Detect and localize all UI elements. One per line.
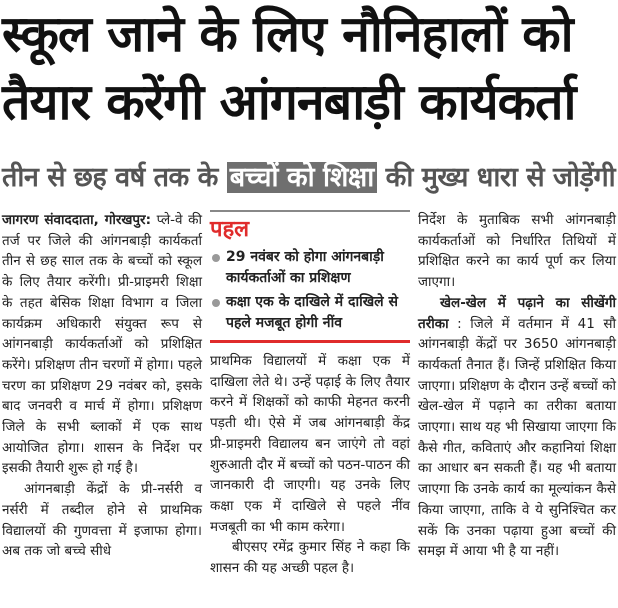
highlights-box (210, 210, 410, 343)
article-column-2 (210, 210, 410, 579)
subhead-after: की मुख्य धारा से जोड़ेंगी (385, 162, 616, 193)
paragraph-text: : जिले में वर्तमान में 41 सौ आंगनबाड़ी केंद्रों पर 3650 आंगनबाड़ी कार्यकर्ता तैनात हैं। जिन्हें प्रशिक्षित किया जाएगा। प्रशिक्षण के दौरान उन्हें बच्चों को खेल-खेल में पढ़ाने का तरीका बताया जाएगा। साथ यह भी सिखाया जाएगा कि कैसे गीत, कविताएं और कहानियां शिक्षा का आधार बन सकती हैं। यह भी बताया जाएगा कि उनके कार्य का मूल्यांकन कैसे किया जाएगा, ताकि वे ये सुनिश्चित कर सकें कि उनका पढ़ाया हुआ बच्चों की समझ में आया भी है या नहीं। (418, 315, 616, 560)
headline-line-2: तैयार करेंगी आंगनबाड़ी कार्यकर्ता (2, 73, 576, 131)
highlights-title: पहल (210, 217, 250, 242)
subhead-before: तीन से छह वर्ष तक के (2, 162, 218, 193)
paragraph-text: प्ले-वे की तर्ज पर जिले की आंगनबाड़ी कार्यकर्ता तीन से छह साल तक के बच्चों को स्कूल के लिए तैयार करेंगी। प्री-प्राइमरी शिक्षा के तहत बेसिक शिक्षा विभाग व जिला कार्यक्रम अधिकारी संयुक्त रूप से आंगनबाड़ी कार्यकर्ताओं को प्रशिक्षित करेंगे। प्रशिक्षण तीन चरणों में होगा। पहले चरण का प्रशिक्षण 29 नवंबर को, इसके बाद जनवरी व मार्च में होगा। प्रशिक्षण जिले के सभी ब्लाकों में एक साथ आयोजित होगा। शासन के निर्देश पर इसकी तैयारी शुरू हो गई है। (2, 212, 203, 477)
paragraph: प्राथमिक विद्यालयों में कक्षा एक में दाखिला लेते थे। उन्हें पढ़ाई के लिए तैयार करने में शिक्षकों को काफी मेहनत करनी पड़ती थी। ऐसे में जब आंगनबाड़ी केंद्र प्री-प्राइमरी विद्यालय बन जाएंगे तो वहां शुरुआती दौर में बच्चों को पठन-पाठन की जानकारी दी जाएगी। यह उनके लिए कक्षा एक में दाखिले से पहले नींव मजबूती का भी काम करेगा। (210, 353, 410, 535)
paragraph: निर्देश के मुताबिक सभी आंगनबाड़ी कार्यकर्ताओं को निर्धारित तिथियों में प्रशिक्षित करने का कार्य पूर्ण कर लिया जाएगा। (418, 212, 616, 291)
article-column-3 (418, 210, 616, 562)
headline-line-1: स्कूल जाने के लिए नौनिहालों को (2, 5, 573, 63)
subheadline (2, 158, 618, 198)
highlight-bullet: 29 नवंबर को होगा आंगनबाड़ी कार्यकर्ताओं का प्रशिक्षण (210, 247, 410, 289)
paragraph (2, 210, 202, 479)
highlight-bullet: कक्षा एक के दाखिले में दाखिले से पहले मजबूत होगी नींव (210, 292, 410, 334)
headline (2, 0, 618, 136)
section-subhead: खेल-खेल में पढ़ाने का सीखेंगी तरीका (418, 294, 616, 332)
byline: जागरण संवाददाता, गोरखपुर: (2, 212, 151, 228)
article-column-1 (2, 210, 202, 562)
paragraph: बीएसए रमेंद्र कुमार सिंह ने कहा कि शासन की यह अच्छी पहल है। (210, 539, 410, 577)
subhead-highlight: बच्चों को शिक्षा (227, 162, 377, 193)
paragraph (418, 293, 616, 562)
paragraph: आंगनबाड़ी केंद्रों के प्री-नर्सरी व नर्सरी में तब्दील होने से प्राथमिक विद्यालयों की गुणवत्ता में इजाफा होगा। अब तक जो बच्चे सीधे (2, 481, 202, 560)
